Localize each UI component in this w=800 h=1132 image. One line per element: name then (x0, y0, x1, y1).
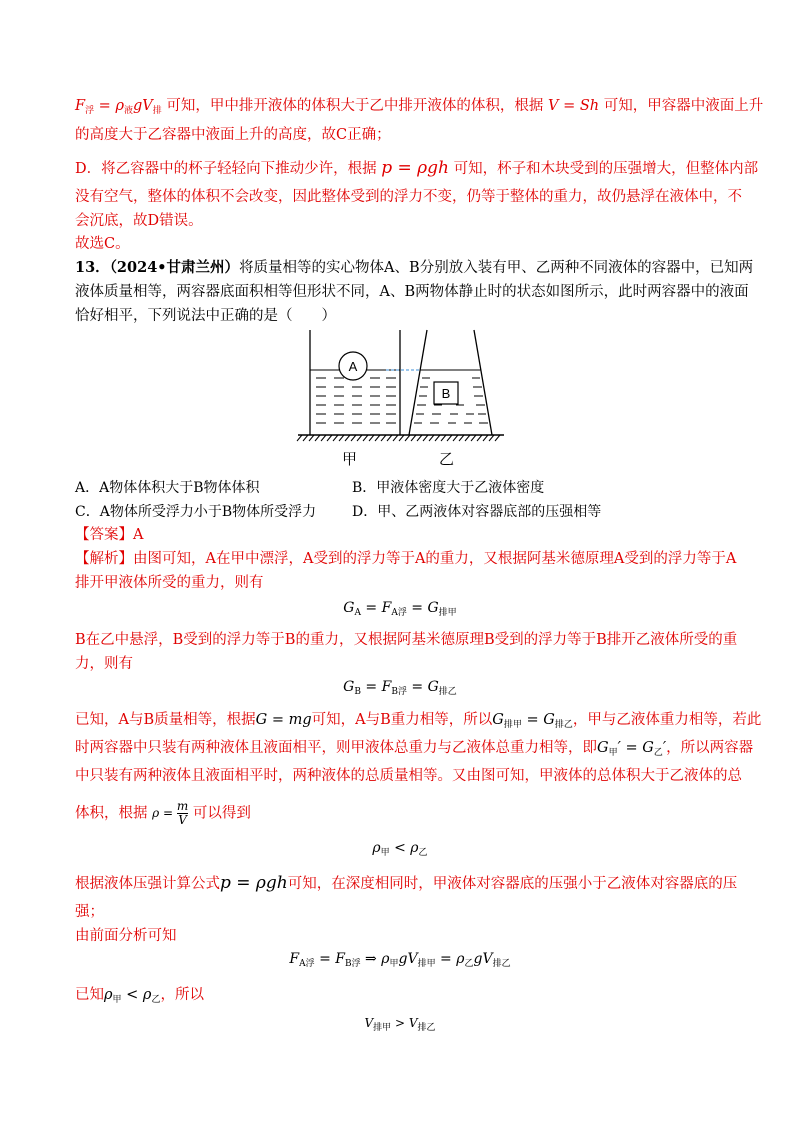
density-compare-formula: $\rho_甲 < \rho_乙$ (104, 987, 161, 1005)
analysis-text: 根据液体压强计算公式 (75, 876, 220, 892)
option-b: B．甲液体密度大于乙液体密度 (352, 480, 545, 496)
analysis-line-11: 由前面分析可知 (75, 928, 177, 944)
equation-5: $V_{排甲} > V_{排乙}$ (364, 1016, 436, 1033)
analysis-text: 时两容器中只装有两种液体且液面相平，则甲液体总重力与乙液体总重力相等，即 (75, 740, 597, 756)
question-text: 将质量相等的实心物体A、B分别放入装有甲、乙两种不同液体的容器中，已知两 (239, 260, 754, 276)
analysis-line-2: 排开甲液体所受的重力，则有 (75, 575, 264, 591)
density-formula: ρ = $\frac{m}{V}$ (152, 799, 189, 827)
caption-yi: 乙 (439, 450, 455, 468)
analysis-text: ，所以 (160, 987, 204, 1003)
container-figure (296, 326, 506, 476)
prev-text: D．将乙容器中的杯子轻轻向下推动少许，根据 (75, 161, 377, 177)
liquid-weight-formula: $G_甲' = G_乙'$ (597, 740, 667, 758)
container-yi (409, 330, 492, 435)
analysis-text: 已知 (75, 987, 104, 1003)
prev-text: 可知，甲容器中液面上升 (603, 98, 764, 114)
prev-line-1 (75, 96, 764, 121)
analysis-label: 【解析】 (75, 551, 133, 567)
analysis-text: 由图可知，A在甲中漂浮，A受到的浮力等于A的重力，又根据阿基米德原理A受到的浮力等于A (133, 551, 737, 567)
option-c: C．A物体所受浮力小于B物体所受浮力 (75, 504, 317, 520)
equation-1: $G_A = F_{A浮} = G_{排甲}$ (343, 600, 457, 618)
answer: 【答案】A (75, 527, 144, 543)
option-a: A．A物体体积大于B物体体积 (75, 480, 260, 496)
prev-text: 可知，杯子和木块受到的压强增大，但整体内部 (453, 161, 759, 177)
question-number: 13． (75, 259, 110, 276)
volume-formula: V = Sh (548, 98, 600, 114)
option-d-analysis-3: 会沉底，故D错误。 (75, 213, 203, 229)
analysis-line-9 (75, 873, 738, 894)
analysis-line-8 (75, 800, 735, 827)
analysis-line-10: 强； (75, 904, 104, 920)
question-13-line-1 (75, 258, 754, 278)
object-a-label: A (348, 359, 358, 374)
analysis-text: ，所以两容器 (666, 740, 754, 756)
prev-text: 可知，甲中排开液体的体积大于乙中排开液体的体积，根据 (166, 98, 544, 114)
option-d: D．甲、乙两液体对容器底部的压强相等 (352, 504, 602, 520)
container-diagram (296, 326, 506, 476)
analysis-text: 体积，根据 (75, 805, 148, 822)
analysis-line-7: 中只装有两种液体且液面相平时，两种液体的总质量相等。又由图可知，甲液体的总体积大于乙液体的总 (75, 768, 742, 784)
prev-choice: 故选C。 (75, 236, 130, 252)
question-source: （2024•甘肃兰州） (109, 259, 240, 276)
caption-jia: 甲 (342, 450, 358, 468)
option-d-analysis-2: 没有空气，整体的体积不会改变，因此整体受到的浮力不变，仍等于整体的重力，故仍悬浮在液体中，不 (75, 189, 742, 205)
equation-4: $F_{A浮} = F_{B浮}$ ⇒ $\rho_甲gV_{排甲} = \rho_乙gV_{排乙}$ (289, 951, 511, 969)
analysis-line-6 (75, 738, 754, 763)
container-jia (310, 330, 400, 435)
equation-3: $\rho_甲 < \rho_乙$ (372, 840, 428, 858)
prev-line-2: 的高度大于乙容器中液面上升的高度，故C正确； (75, 127, 391, 143)
question-13-line-3: 恰好相平，下列说法中正确的是（ ） (75, 308, 336, 324)
weight-equality-formula: $G_{排甲} = G_{排乙}$ (492, 712, 573, 730)
analysis-text: 可知，A与B重力相等，所以 (311, 712, 493, 728)
analysis-text: 可知，在深度相同时，甲液体对容器底的压强小于乙液体对容器底的压 (287, 876, 738, 892)
analysis-line-5 (75, 710, 762, 735)
object-b-label: B (441, 386, 451, 401)
weight-formula: G = mg (255, 712, 312, 728)
option-d-analysis-1 (75, 158, 759, 179)
analysis-line-3: B在乙中悬浮，B受到的浮力等于B的重力，又根据阿基米德原理B受到的浮力等于B排开乙液体所受的重 (75, 632, 738, 648)
analysis-line-1 (75, 549, 735, 569)
buoyancy-formula: $F_浮 = \rho_液gV_排$ (75, 98, 162, 116)
analysis-text: ，甲与乙液体重力相等，若此 (572, 712, 762, 728)
analysis-line-12 (75, 985, 735, 1010)
analysis-text: 已知，A与B质量相等，根据 (75, 712, 256, 728)
pressure-formula-2: p = ρgh (220, 873, 288, 893)
question-13-line-2: 液体质量相等，两容器底面积相等但形状不同，A、B两物体静止时的状态如图所示，此时两容器中的液面 (75, 284, 749, 300)
pressure-formula: p = ρgh (381, 158, 449, 178)
equation-2: $G_B = F_{B浮} = G_{排乙}$ (343, 679, 457, 697)
analysis-line-4: 力，则有 (75, 656, 133, 672)
analysis-text: 可以得到 (192, 805, 251, 822)
